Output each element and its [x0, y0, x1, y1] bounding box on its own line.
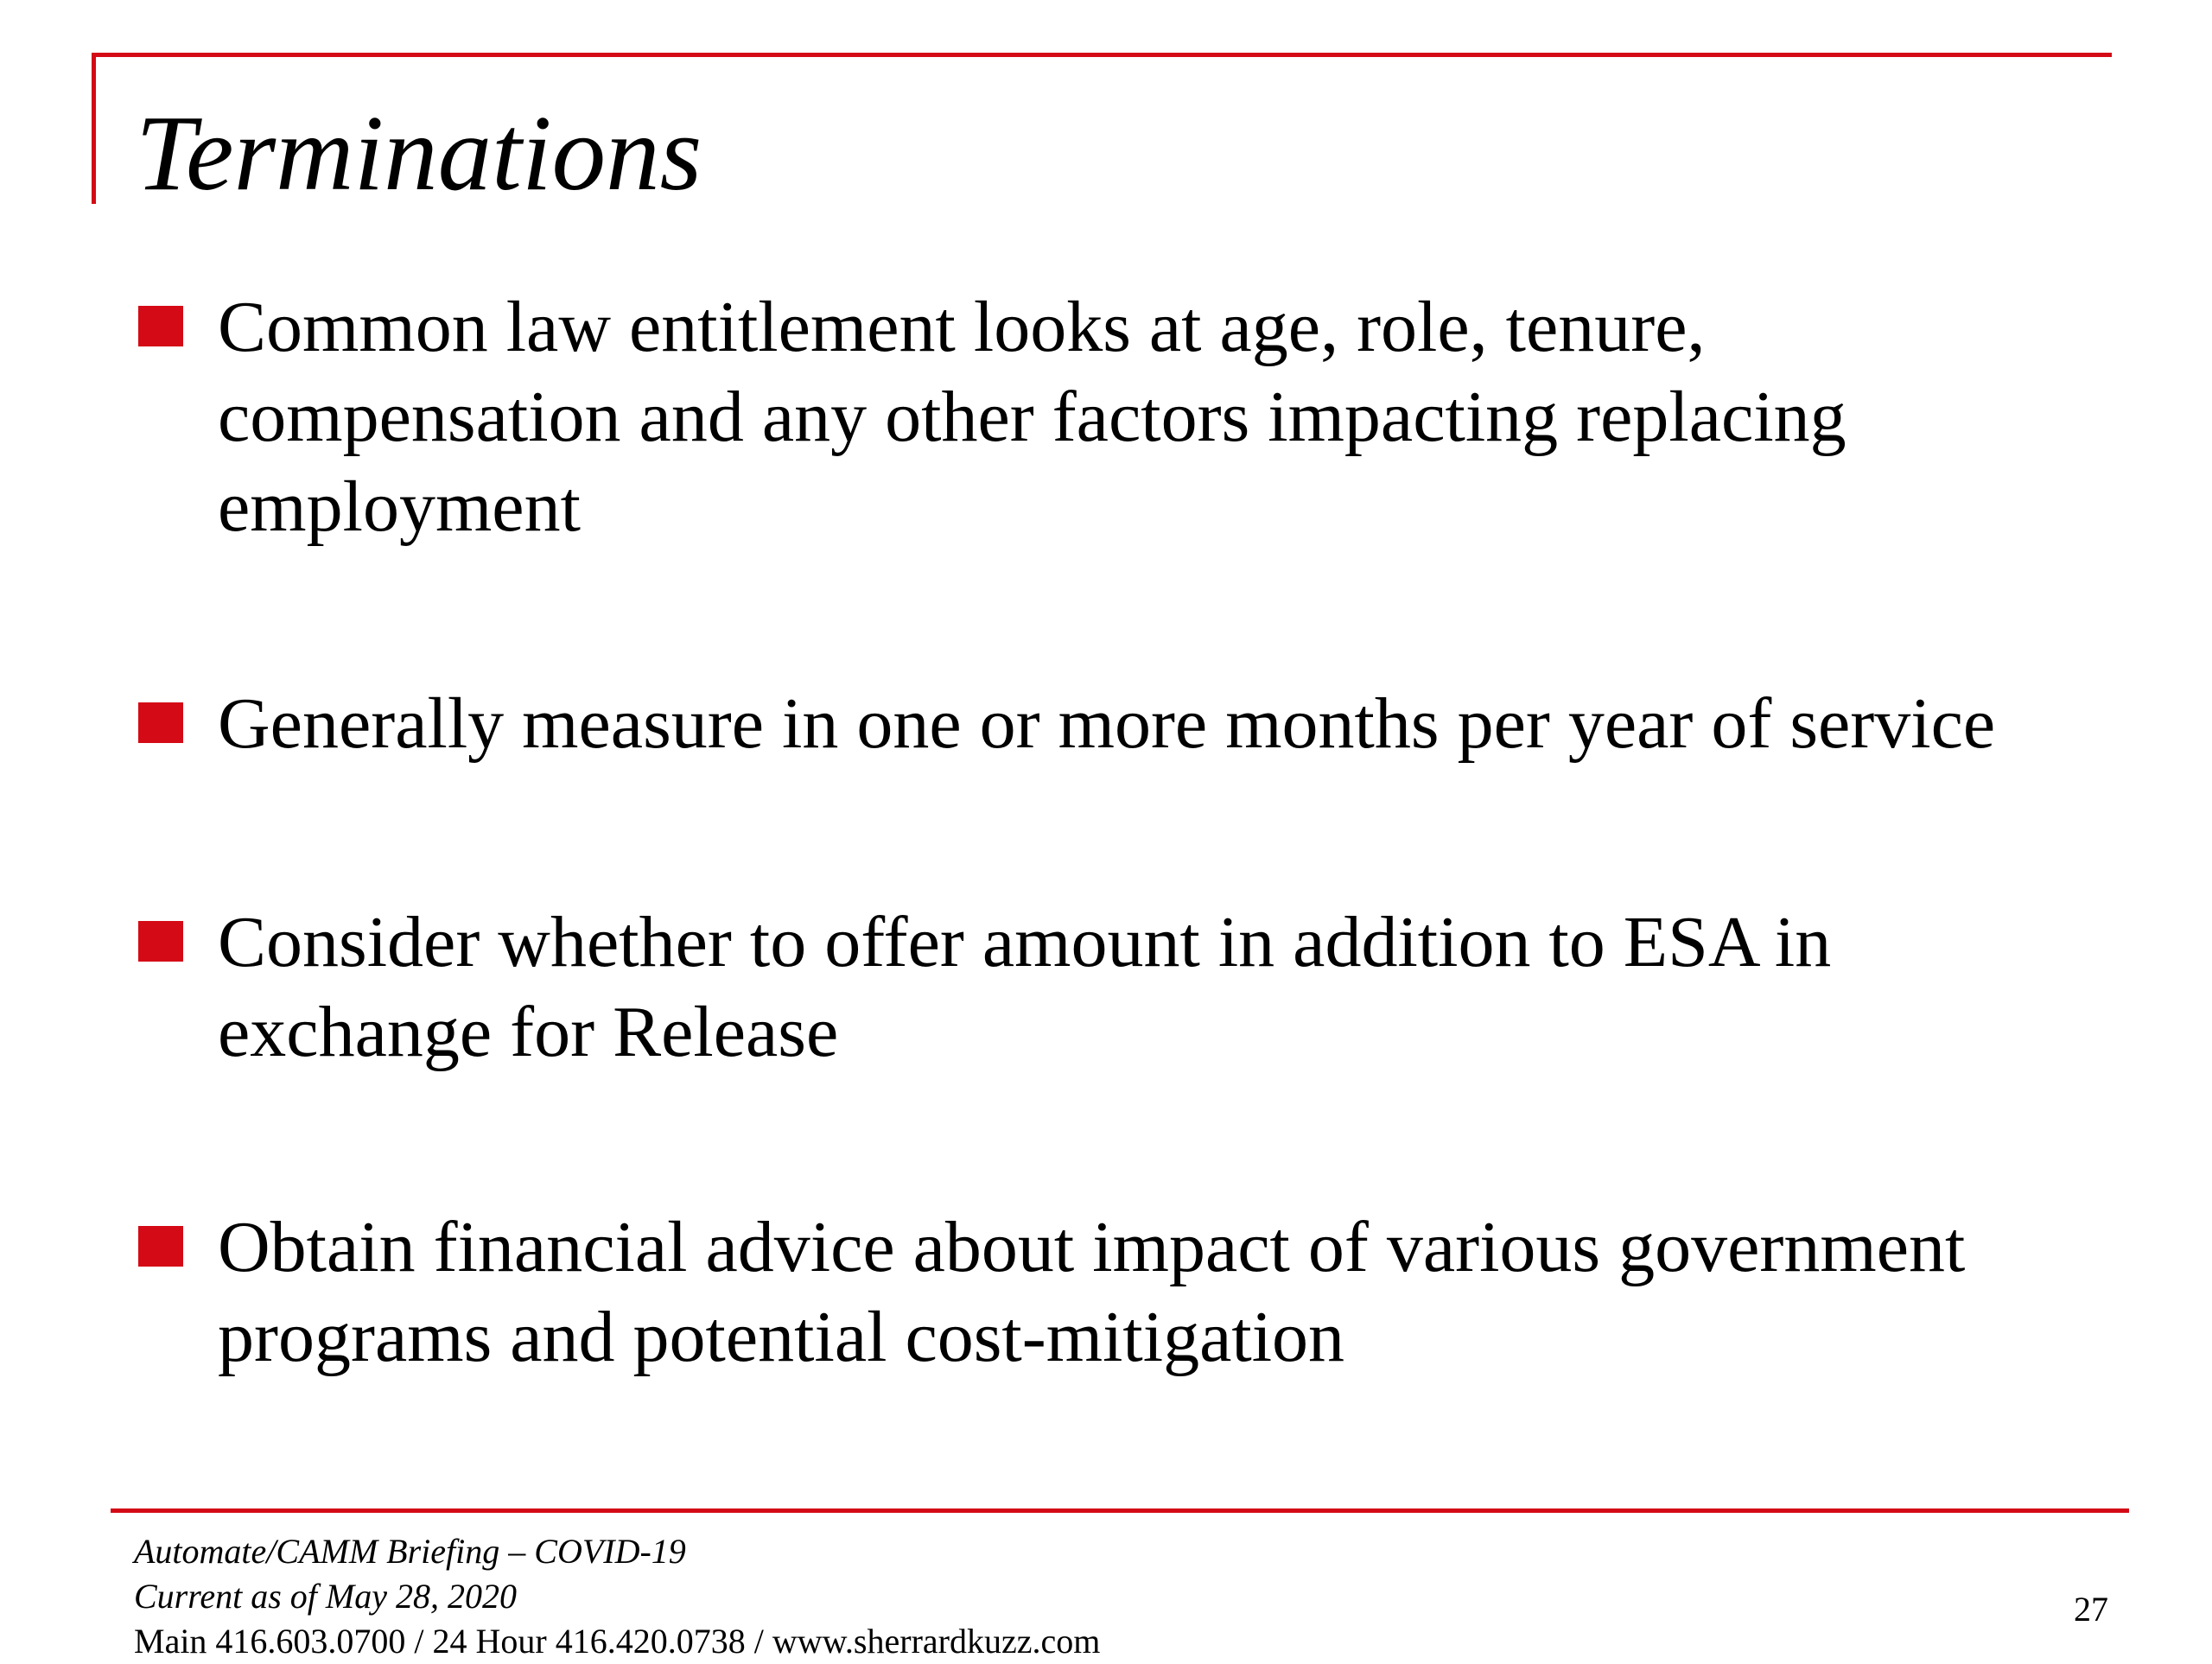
bullet-text: Obtain financial advice about impact of various government programs and potential cost-mitigation [218, 1207, 1966, 1377]
slide-title: Terminations [136, 94, 702, 213]
footer-contact: Main 416.603.0700 / 24 Hour 416.420.0738 / www.sherrardkuzz.com [134, 1622, 1101, 1661]
red-square-bullet-icon [138, 306, 183, 346]
red-square-bullet-icon [138, 921, 183, 962]
red-square-bullet-icon [138, 1226, 183, 1267]
bullet-text: Generally measure in one or more months per year of service [218, 683, 1996, 764]
red-square-bullet-icon [138, 702, 183, 743]
bullet-text: Common law entitlement looks at age, role, tenure, compensation and any other factors impacting replacing employment [218, 287, 1847, 547]
footer-rule [111, 1508, 2129, 1513]
footer [134, 1529, 1100, 1664]
footer-briefing-title: Automate/CAMM Briefing – COVID-19 [134, 1532, 686, 1571]
page-number: 27 [2074, 1590, 2108, 1629]
footer-date: Current as of May 28, 2020 [134, 1577, 517, 1616]
bullet-text: Consider whether to offer amount in addition to ESA in exchange for Release [218, 902, 1832, 1072]
